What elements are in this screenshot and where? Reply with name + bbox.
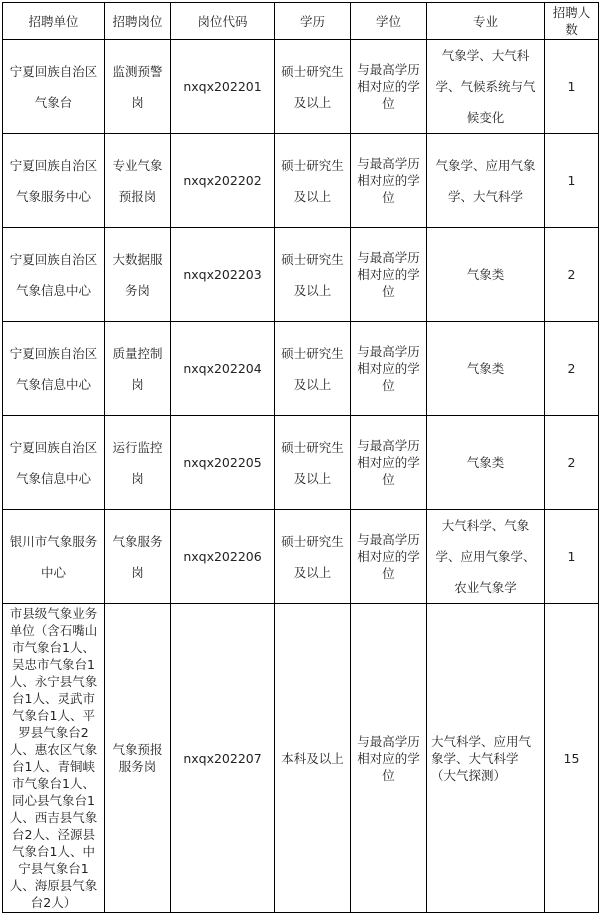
cell-degree: 与最高学历相对应的学位 — [351, 416, 427, 510]
cell-code: nxqx202206 — [171, 510, 275, 604]
table-row — [3, 604, 599, 913]
header-position: 招聘岗位 — [105, 3, 171, 40]
table-row — [3, 228, 599, 322]
cell-unit: 宁夏回族自治区气象台 — [3, 40, 105, 134]
header-education: 学历 — [275, 3, 351, 40]
cell-degree: 与最高学历相对应的学位 — [351, 40, 427, 134]
cell-unit: 银川市气象服务中心 — [3, 510, 105, 604]
header-code: 岗位代码 — [171, 3, 275, 40]
cell-degree: 与最高学历相对应的学位 — [351, 322, 427, 416]
cell-count: 2 — [545, 322, 599, 416]
table-row — [3, 416, 599, 510]
cell-position: 气象预报服务岗 — [105, 604, 171, 913]
cell-code: nxqx202203 — [171, 228, 275, 322]
table-row — [3, 134, 599, 228]
cell-count: 15 — [545, 604, 599, 913]
cell-education: 硕士研究生及以上 — [275, 40, 351, 134]
cell-code: nxqx202201 — [171, 40, 275, 134]
table-row — [3, 510, 599, 604]
cell-count: 1 — [545, 134, 599, 228]
cell-position: 专业气象预报岗 — [105, 134, 171, 228]
cell-major: 气象类 — [427, 416, 545, 510]
header-unit: 招聘单位 — [3, 3, 105, 40]
cell-degree: 与最高学历相对应的学位 — [351, 604, 427, 913]
cell-degree: 与最高学历相对应的学位 — [351, 228, 427, 322]
header-row — [3, 3, 599, 40]
cell-unit: 宁夏回族自治区气象信息中心 — [3, 416, 105, 510]
cell-position: 监测预警岗 — [105, 40, 171, 134]
cell-count: 1 — [545, 40, 599, 134]
cell-education: 硕士研究生及以上 — [275, 228, 351, 322]
cell-count: 2 — [545, 228, 599, 322]
cell-major: 大气科学、气象学、应用气象学、农业气象学 — [427, 510, 545, 604]
cell-position: 质量控制岗 — [105, 322, 171, 416]
cell-major: 气象学、大气科学、气候系统与气候变化 — [427, 40, 545, 134]
cell-education: 硕士研究生及以上 — [275, 416, 351, 510]
cell-degree: 与最高学历相对应的学位 — [351, 510, 427, 604]
table-row — [3, 322, 599, 416]
cell-education: 硕士研究生及以上 — [275, 322, 351, 416]
cell-position: 气象服务岗 — [105, 510, 171, 604]
cell-major: 大气科学、应用气象学、大气科学（大气探测） — [427, 604, 545, 913]
cell-education: 硕士研究生及以上 — [275, 134, 351, 228]
cell-code: nxqx202202 — [171, 134, 275, 228]
cell-unit: 市县级气象业务单位（含石嘴山市气象台1人、吴忠市气象台1人、永宁县气象台1人、灵武市气象台1人、平罗县气象台2人、惠农区气象台1人、青铜峡市气象台1人、同心县气象台1人、西吉县气象台2人、泾源县气象台1人、中宁县气象台1人、海原县气象台2人） — [3, 604, 105, 913]
cell-major: 气象类 — [427, 228, 545, 322]
table-row — [3, 40, 599, 134]
cell-code: nxqx202207 — [171, 604, 275, 913]
recruitment-table — [2, 2, 599, 913]
header-degree: 学位 — [351, 3, 427, 40]
cell-education: 本科及以上 — [275, 604, 351, 913]
cell-unit: 宁夏回族自治区气象信息中心 — [3, 322, 105, 416]
cell-education: 硕士研究生及以上 — [275, 510, 351, 604]
cell-position: 大数据服务岗 — [105, 228, 171, 322]
cell-unit: 宁夏回族自治区气象信息中心 — [3, 228, 105, 322]
cell-count: 2 — [545, 416, 599, 510]
header-major: 专业 — [427, 3, 545, 40]
cell-degree: 与最高学历相对应的学位 — [351, 134, 427, 228]
cell-code: nxqx202204 — [171, 322, 275, 416]
cell-unit: 宁夏回族自治区气象服务中心 — [3, 134, 105, 228]
cell-count: 1 — [545, 510, 599, 604]
header-count: 招聘人数 — [545, 3, 599, 40]
cell-code: nxqx202205 — [171, 416, 275, 510]
cell-major: 气象类 — [427, 322, 545, 416]
cell-position: 运行监控岗 — [105, 416, 171, 510]
cell-major: 气象学、应用气象学、大气科学 — [427, 134, 545, 228]
